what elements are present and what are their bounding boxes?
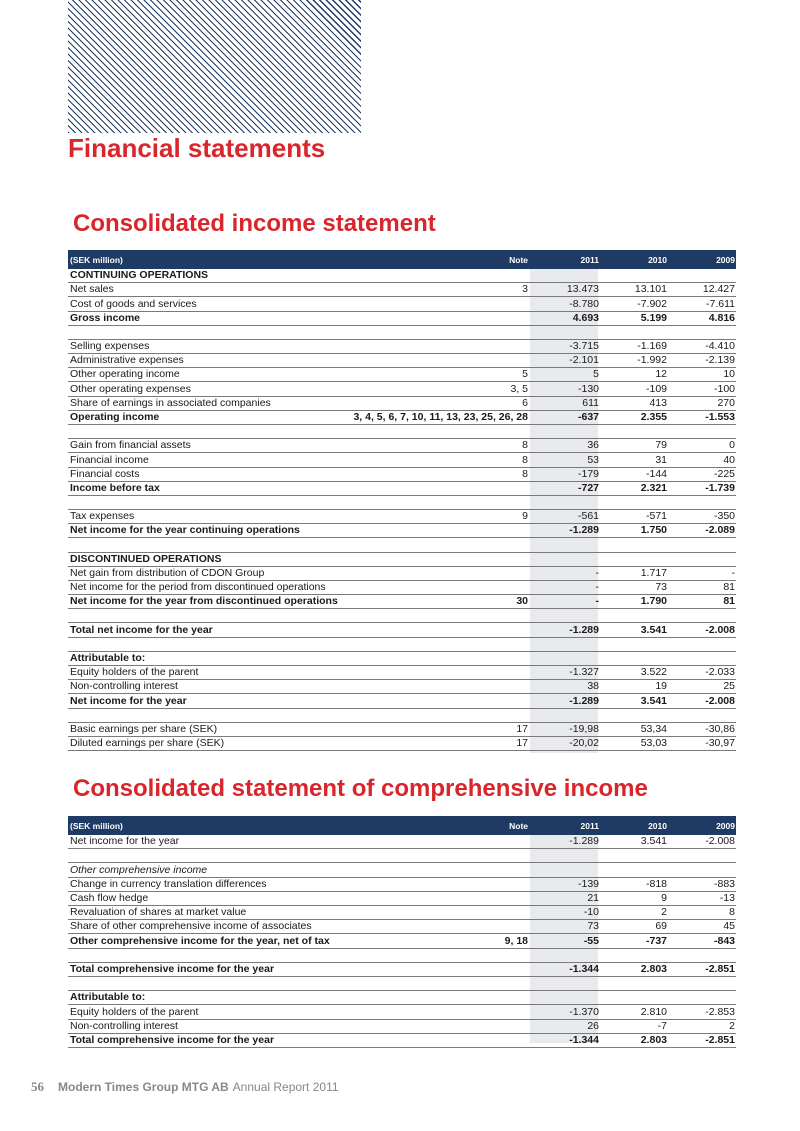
value-2009: 0 [729,439,735,452]
table-row [68,510,736,524]
value-2010: -1.992 [637,354,667,367]
value-2011: - [595,595,599,608]
row-note: 6 [522,396,528,409]
value-2010: -109 [645,382,667,395]
header-label: (SEK million) [70,255,123,265]
comprehensive-income-title: Consolidated statement of comprehensive income [73,775,648,802]
value-2010: 3.522 [640,666,667,679]
row-label: Total comprehensive income for the year [70,1033,275,1046]
comprehensive-income-table [68,816,736,1046]
table-row [68,453,736,467]
row-label: Cash flow hedge [70,891,149,904]
row-label: Net income for the year [70,694,187,707]
value-2010: 5.199 [640,311,667,324]
value-2011: 13.473 [566,283,599,296]
table-row [68,624,736,638]
value-2009: 8 [729,906,735,919]
header-year-2: 2010 [648,821,667,831]
row-label: Net income for the year continuing operations [70,524,300,537]
header-label: (SEK million) [70,821,123,831]
row-label: Total comprehensive income for the year [70,962,275,975]
value-2010: -7.902 [637,297,667,310]
header-year-2: 2010 [648,255,667,265]
value-2009: 4.816 [708,311,735,324]
value-2011: -10 [583,906,599,919]
table-row [68,425,736,439]
value-2011: -1.289 [569,524,599,537]
value-2011: -19,98 [569,722,599,735]
table-row [68,439,736,453]
value-2010: 1.790 [640,595,667,608]
value-2010: 79 [655,439,667,452]
table-row [68,326,736,340]
row-label: Attributable to: [70,991,146,1004]
row-label: Attributable to: [70,652,146,665]
value-2009: 40 [723,453,735,466]
value-2011: - [595,566,599,579]
value-2009: 270 [717,396,735,409]
value-2009: -13 [719,891,735,904]
row-label: Change in currency translation differences [70,877,267,890]
value-2010: 9 [661,891,667,904]
row-label: Operating income [70,410,160,423]
table-row [68,977,736,991]
row-label: Gross income [70,311,141,324]
value-2010: 3.541 [640,623,667,636]
page-footer [31,1079,339,1095]
value-2011: -3.715 [569,340,599,353]
table-row [68,524,736,538]
header-year-3: 2009 [716,255,735,265]
table-row [68,949,736,963]
row-label: Cost of goods and services [70,297,197,310]
table-row [68,553,736,567]
value-2010: 2.810 [640,1005,667,1018]
row-label: Other comprehensive income [70,863,208,876]
decorative-hatch [68,0,361,133]
value-2011: -727 [577,481,599,494]
table-row [68,354,736,368]
value-2011: -1.344 [569,1033,599,1046]
header-note: Note [509,255,528,265]
row-note: 30 [516,595,528,608]
value-2011: -1.289 [569,835,599,848]
value-2010: 2.355 [640,410,667,423]
value-2010: 69 [655,920,667,933]
row-note: 9 [522,510,528,523]
table-row [68,269,736,283]
row-label: Other comprehensive income for the year, net of tax [70,934,330,947]
table-row [68,849,736,863]
table-header [68,250,736,269]
table-row [68,666,736,680]
row-label: Gain from financial assets [70,439,191,452]
value-2009: -2.008 [705,623,735,636]
table-row [68,737,736,751]
value-2011: -55 [583,934,599,947]
value-2009: -30,97 [705,737,735,750]
row-label: Total net income for the year [70,623,213,636]
value-2010: 12 [655,368,667,381]
value-2009: -883 [713,877,735,890]
value-2009: -2.033 [705,666,735,679]
value-2009: -2.851 [705,1033,735,1046]
row-note: 17 [516,737,528,750]
value-2011: 38 [587,680,599,693]
value-2011: -637 [577,410,599,423]
row-label: CONTINUING OPERATIONS [70,269,209,282]
value-2011: 53 [587,453,599,466]
row-label: Share of other comprehensive income of associates [70,920,312,933]
value-2009: -2.008 [705,694,735,707]
value-2009: -4.410 [705,340,735,353]
table-row [68,878,736,892]
table-row [68,382,736,396]
table-row [68,963,736,977]
value-2011: 73 [587,920,599,933]
value-2011: -20,02 [569,737,599,750]
value-2009: -1.739 [705,481,735,494]
value-2011: 5 [593,368,599,381]
value-2009: 25 [723,680,735,693]
table-row [68,723,736,737]
value-2010: 1.750 [640,524,667,537]
value-2010: 2.321 [640,481,667,494]
table-row [68,496,736,510]
table-row [68,340,736,354]
row-note: 8 [522,467,528,480]
value-2009: -1.553 [705,410,735,423]
value-2009: 81 [723,595,735,608]
table-row [68,1005,736,1019]
value-2010: -737 [645,934,667,947]
value-2009: -225 [713,467,735,480]
value-2009: -2.008 [705,835,735,848]
value-2009: 45 [723,920,735,933]
value-2011: -179 [577,467,599,480]
value-2009: -350 [713,510,735,523]
table-row [68,283,736,297]
income-statement-table [68,250,736,753]
value-2009: -2.851 [705,962,735,975]
row-label: Income before tax [70,481,160,494]
row-label: Share of earnings in associated companies [70,396,271,409]
table-row [68,1034,736,1048]
table-row [68,694,736,708]
value-2010: 1.717 [640,566,667,579]
value-2010: 13.101 [634,283,667,296]
table-row [68,892,736,906]
row-note: 3, 5 [510,382,528,395]
row-label: DISCONTINUED OPERATIONS [70,552,222,565]
table-row [68,920,736,934]
value-2010: 2.803 [640,1033,667,1046]
table-row [68,581,736,595]
value-2011: -139 [577,877,599,890]
table-row [68,680,736,694]
row-note: 8 [522,453,528,466]
income-statement-title: Consolidated income statement [73,210,436,237]
row-label: Tax expenses [70,510,135,523]
value-2011: -130 [577,382,599,395]
table-row [68,468,736,482]
value-2009: -100 [713,382,735,395]
value-2011: -1.344 [569,962,599,975]
value-2010: 413 [649,396,667,409]
footer-company: Modern Times Group MTG AB [58,1080,229,1094]
value-2009: -30,86 [705,722,735,735]
header-year-3: 2009 [716,821,735,831]
row-label: Financial costs [70,467,140,480]
table-header [68,816,736,835]
value-2010: -818 [645,877,667,890]
table-row [68,835,736,849]
row-label: Net income for the period from discontinued operations [70,581,326,594]
value-2009: -2.139 [705,354,735,367]
value-2010: -144 [645,467,667,480]
value-2010: 19 [655,680,667,693]
value-2010: 2 [661,906,667,919]
row-label: Net sales [70,283,114,296]
table-row [68,638,736,652]
value-2009: 81 [723,581,735,594]
row-label: Diluted earnings per share (SEK) [70,737,225,750]
value-2010: -1.169 [637,340,667,353]
table-row [68,397,736,411]
value-2011: -1.289 [569,694,599,707]
table-row [68,863,736,877]
table-row [68,652,736,666]
value-2009: 2 [729,1019,735,1032]
value-2011: 611 [582,396,599,409]
row-label: Non-controlling interest [70,1019,178,1032]
table-row [68,297,736,311]
table-row [68,609,736,623]
header-year-1: 2011 [580,255,599,265]
row-label: Administrative expenses [70,354,184,367]
row-note: 8 [522,439,528,452]
value-2011: -2.101 [569,354,599,367]
value-2009: -2.853 [705,1005,735,1018]
row-note: 3 [522,283,528,296]
table-row [68,1020,736,1034]
value-2011: - [595,581,599,594]
value-2011: 4.693 [572,311,599,324]
table-row [68,595,736,609]
value-2011: -8.780 [569,297,599,310]
table-row [68,567,736,581]
value-2011: 36 [587,439,599,452]
value-2011: -1.327 [569,666,599,679]
row-note: 3, 4, 5, 6, 7, 10, 11, 13, 23, 25, 26, 28 [353,410,528,423]
value-2009: -843 [713,934,735,947]
row-label: Equity holders of the parent [70,666,199,679]
row-label: Financial income [70,453,149,466]
value-2009: - [731,566,735,579]
value-2010: 73 [655,581,667,594]
value-2009: -2.089 [705,524,735,537]
value-2010: 2.803 [640,962,667,975]
table-row [68,312,736,326]
row-note: 5 [522,368,528,381]
table-row [68,482,736,496]
value-2010: -7 [657,1019,667,1032]
value-2010: 3.541 [640,835,667,848]
value-2009: 10 [723,368,735,381]
table-row [68,368,736,382]
table-row [68,709,736,723]
row-label: Net gain from distribution of CDON Group [70,566,265,579]
header-year-1: 2011 [580,821,599,831]
value-2010: 3.541 [640,694,667,707]
value-2011: -1.370 [569,1005,599,1018]
row-label: Revaluation of shares at market value [70,906,247,919]
value-2010: -571 [645,510,667,523]
table-row [68,934,736,948]
table-row [68,906,736,920]
section-title: Financial statements [68,133,326,163]
value-2011: -1.289 [569,623,599,636]
value-2011: 26 [587,1019,599,1032]
row-label: Net income for the year [70,835,180,848]
row-note: 9, 18 [504,934,528,947]
value-2009: 12.427 [702,283,735,296]
row-label: Equity holders of the parent [70,1005,199,1018]
header-note: Note [509,821,528,831]
value-2011: -561 [577,510,599,523]
row-label: Selling expenses [70,340,150,353]
value-2010: 53,34 [640,722,667,735]
page-number: 56 [31,1079,44,1094]
table-row [68,991,736,1005]
row-note: 17 [516,722,528,735]
value-2009: -7.611 [706,297,735,310]
value-2010: 31 [655,453,667,466]
footer-report: Annual Report 2011 [232,1080,339,1094]
value-2011: 21 [587,891,599,904]
row-label: Other operating income [70,368,180,381]
row-label: Basic earnings per share (SEK) [70,722,218,735]
value-2010: 53,03 [640,737,667,750]
table-row [68,538,736,552]
table-row [68,411,736,425]
row-label: Non-controlling interest [70,680,178,693]
row-label: Other operating expenses [70,382,191,395]
row-label: Net income for the year from discontinued operations [70,595,338,608]
